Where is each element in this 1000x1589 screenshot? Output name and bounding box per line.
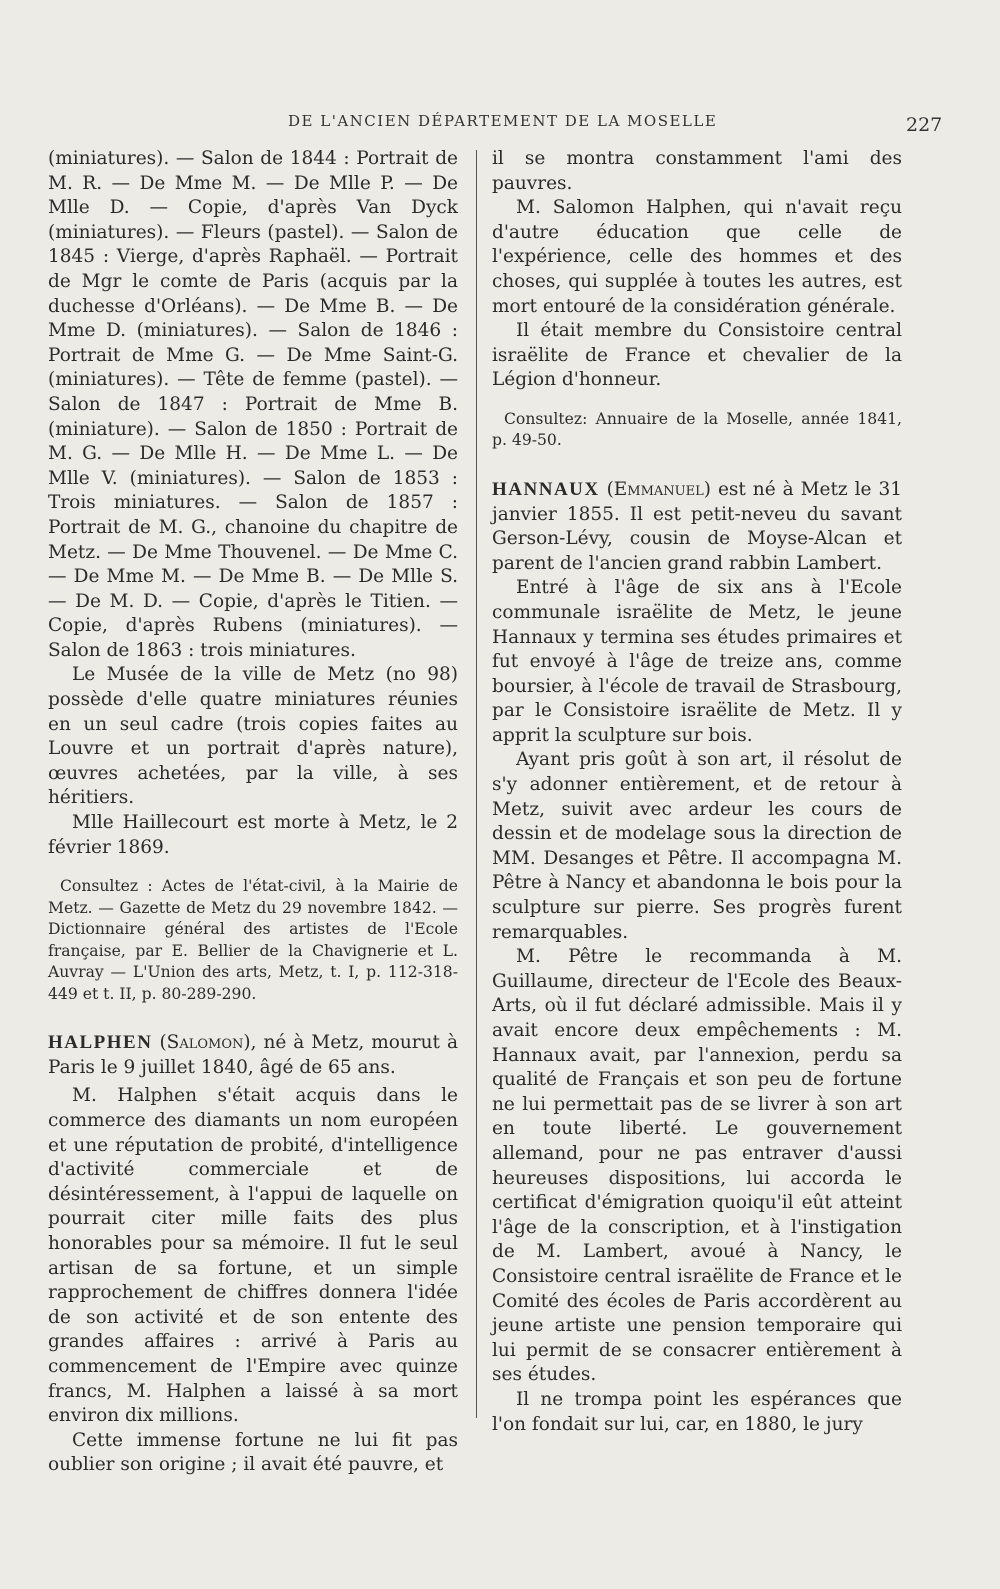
continuation-paragraph: (miniatures). — Salon de 1844 : Portrait de M. R. — De Mme M. — De Mlle P. — De Mlle D. — Copie, d'après Van Dyck (miniatures). — Fleurs (pastel). — Salon de 1845 : Vierge, d'après Raphaël. — Portrait de Mgr le comte de Paris (acquis par la duchesse d'Orléans). — De Mme B. — De Mme D. (miniatures). — Salon de 1846 : Portrait de Mme G. — De Mme Saint-G. (miniatures). — Tête de femme (pastel). — Salon de 1847 : Portrait de Mme B. (miniature). — Salon de 1850 : Portrait de M. G. — De Mlle H. — De Mme L. — De Mlle V. (miniatures). — Salon de 1853 : Trois miniatures. — Salon de 1857 : Portrait de M. G., chanoine du chapitre de Metz. — De Mme Thouvenel. — De Mme C. — De Mme M. — De Mme B. — De Mlle S. — De M. D. — Copie, d'après le Titien. — Copie, d'après Rubens (miniatures). — Salon de 1863 : trois miniatures. — [48, 148, 458, 661]
death-paragraph: Mlle Haillecourt est morte à Metz, le 2 février 1869. — [48, 812, 458, 858]
hannaux-paragraph-4: Il ne trompa point les espérances que l'on fondait sur lui, car, en 1880, le jury — [492, 1388, 902, 1435]
hannaux-paragraph-1: Entré à l'âge de six ans à l'Ecole communale israëlite de Metz, le jeune Hannaux y termina ses études primaires et fut envoyé à l'âge de treize ans, comme boursier, à l'école de travail de Strasbourg, par le Consistoire israëlite de Metz. Il y apprit la sculpture sur bois. — [492, 577, 902, 746]
page-number: 227 — [906, 114, 943, 136]
entry-name-hannaux: HANNAUX — [492, 478, 600, 500]
halphen-paragraph-4: Il était membre du Consistoire central israëlite de France et chevalier de la Légion d'honneur. — [492, 320, 902, 391]
hannaux-paragraph-2: Ayant pris goût à son art, il résolut de s'y adonner entièrement, et de retour à Metz, suivit avec ardeur les cours de dessin et de modelage sous la direction de MM. Desanges et Pêtre. Il accompagna M. Pêtre à Nancy et abandonna le bois pour la sculpture sur pierre. Ses progrès furent remarquables. — [492, 749, 902, 943]
entry-hannaux — [492, 478, 902, 576]
entry-intro-hannaux: est né à Metz le 31 janvier 1855. Il est petit-neveu du savant Gerson-Lévy, cousin de Moyse-Alcan et parent de l'ancien grand rabbin Lambert. — [492, 478, 902, 574]
left-column — [48, 147, 458, 1478]
halphen-consult-note: Consultez: Annuaire de la Moselle, année 1841, p. 49-50. — [492, 409, 902, 450]
entry-intro-halphen: né à Metz, mourut à Paris le 9 juillet 1840, âgé de 65 ans. — [48, 1032, 458, 1078]
halphen-paragraph-1: M. Halphen s'était acquis dans le commerce des diamants un nom européen et une réputation de probité, d'intelligence d'activité commerciale et de désintéressement, à l'appui de laquelle on pourrait citer mille faits des plus honorables pour sa mémoire. Il fut le seul artisan de sa fortune, et un simple rapprochement de chiffres donnera l'idée de son activité et de son entente des grandes affaires : arrivé à Paris au commencement de l'Empire avec quinze francs, M. Halphen a laissé à sa mort environ dix millions. — [48, 1085, 458, 1427]
running-header: DE L'ANCIEN DÉPARTEMENT DE LA MOSELLE — [288, 112, 718, 130]
column-divider — [476, 150, 477, 1418]
halphen-paragraph-3: M. Salomon Halphen, qui n'avait reçu d'autre éducation que celle de l'expérience, celle des hommes et des choses, qui supplée à toutes les autres, est mort entouré de la considération générale. — [492, 197, 902, 317]
right-column — [492, 147, 902, 1437]
halphen-continuation: il se montra constamment l'ami des pauvres. — [492, 148, 902, 194]
musee-paragraph: Le Musée de la ville de Metz (no 98) possède d'elle quatre miniatures réunies en un seul cadre (trois copies faites au Louvre et un portrait d'après nature), œuvres achetées, par la ville, à ses héritiers. — [48, 664, 458, 809]
entry-given-hannaux: (Emmanuel) — [606, 478, 711, 500]
entry-name-halphen: HALPHEN — [48, 1032, 153, 1054]
hannaux-paragraph-3: M. Pêtre le recommanda à M. Guillaume, directeur de l'Ecole des Beaux-Arts, où il fut déclaré admissible. Mais il y avait encore deux empêchements : M. Hannaux avait, par l'annexion, perdu sa qualité de Français et son peu de fortune ne lui permettait pas de se livrer à son art en toute liberté. Le gouvernement allemand, pour ne pas entraver d'aussi heureuses dispositions, lui accorda le certificat d'émigration quoiqu'il eût atteint l'âge de la conscription, et à l'instigation de M. Lambert, avoué à Nancy, le Consistoire central israëlite de France et le Comité des écoles de Paris accordèrent au jeune artiste une pension temporaire qui lui permit de se consacrer entièrement à ses études. — [492, 946, 902, 1386]
halphen-paragraph-2: Cette immense fortune ne lui fit pas oublier son origine ; il avait été pauvre, et — [48, 1429, 458, 1476]
entry-halphen — [48, 1031, 458, 1080]
entry-given-halphen: (Salomon), — [159, 1032, 257, 1054]
consult-note: Consultez : Actes de l'état-civil, à la Mairie de Metz. — Gazette de Metz du 29 novembre 1842. — Dictionnaire général des artistes de l'Ecole française, par E. Bellier de la Chavignerie et L. Auvray — L'Union des arts, Metz, t. I, p. 112-318-449 et t. II, p. 80-289-290. — [48, 877, 458, 1003]
